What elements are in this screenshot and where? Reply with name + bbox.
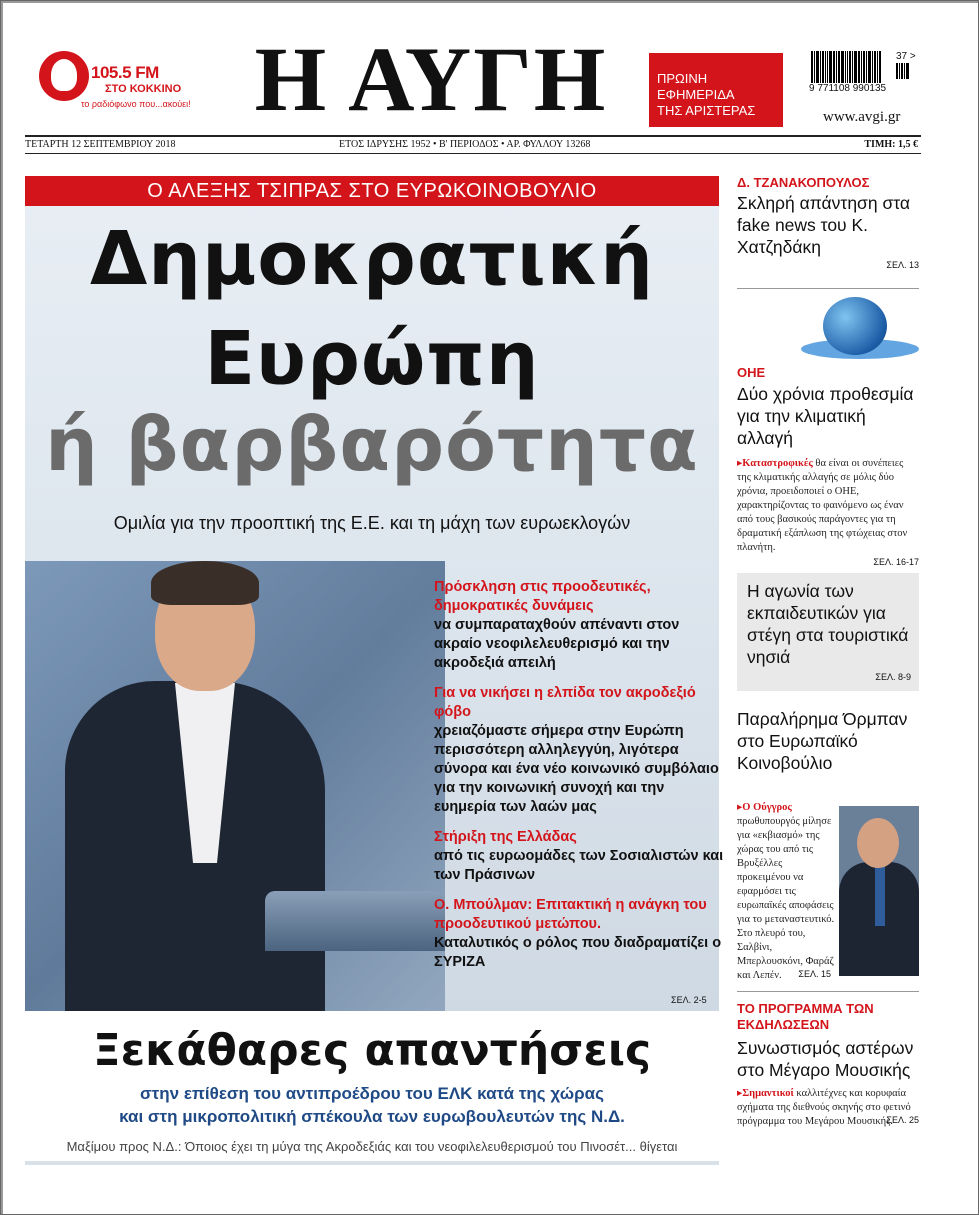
headline-line-3[interactable]: ή βαρβαρότητα (45, 402, 699, 488)
point-4-red: Ο. Μπούλμαν: Επιτακτική η ανάγκη του προοδευτικού μετώπου. (434, 897, 707, 932)
main-bottom-bar (25, 1161, 719, 1165)
story-5-headline: Συνωστισμός αστέρων στο Μέγαρο Μουσικής (737, 1038, 914, 1080)
point-1-red: Πρόσκληση στις προοδευτικές, δημοκρατικές δυνάμεις (434, 579, 651, 614)
story-4-ref: ΣΕΛ. 15 (798, 969, 831, 979)
story-2-ref: ΣΕΛ. 16-17 (873, 557, 919, 567)
tagline-line-2: ΕΦΗΜΕΡΙΔΑ (657, 87, 735, 102)
story-2-headline: Δύο χρόνια προθεσμία για την κλιματική αλλαγή (737, 384, 914, 448)
story-4-body: ▸Ο Ούγγρος πρωθυπουργός μίλησε για «εκβιασμό» της χώρας του από τις Βρυξέλλες προκειμένου να εφαρμόσει τις ευρωπαϊκές αποφάσεις για το μεταναστευτικό. Στο πλευρό του, Σαλβίνι, Μπερλουσκόνι, Φαράζ και Λεπέν. (737, 802, 835, 981)
orban-photo (839, 806, 919, 976)
main-points (434, 578, 724, 983)
main-kicker[interactable]: Ο ΑΛΕΞΗΣ ΤΣΙΠΡΑΣ ΣΤΟ ΕΥΡΩΚΟΙΝΟΒΟΥΛΙΟ (25, 176, 719, 206)
story-5-kicker: ΤΟ ΠΡΟΓΡΑΜΜΑ ΤΩΝ ΕΚΔΗΛΩΣΕΩΝ (737, 1001, 874, 1032)
speaker-hair (151, 561, 259, 605)
story-1-headline: Σκληρή απάντηση στα fake news του Κ. Χατζηδάκη (737, 193, 911, 257)
arrow-icon: ▸ (737, 458, 743, 469)
point-2-red: Για να νικήσει η ελπίδα τον ακροδεξιό φόβο (434, 685, 696, 720)
sidebar-story-5[interactable] (737, 1001, 919, 1125)
issue-code: 37 > (896, 51, 916, 62)
issue-barcode-icon (896, 63, 912, 79)
story-2-body: ▸Καταστροφικές θα είναι οι συνέπειες της κλιματικής αλλαγής σε μόλις δύο χρόνια, προειδοποιεί ο ΟΗΕ, χαρακτηρίζοντας το φαινόμενο ως έναν από τους βασικούς παράγοντες για τη δραματική εξάπλωση της φτώχειας στον πλανήτη. (737, 458, 908, 553)
sidebar-story-3[interactable] (747, 580, 911, 682)
radio-logo[interactable] (37, 45, 191, 115)
sidebar-story-4[interactable] (737, 708, 919, 774)
point-2-text: χρειαζόμαστε σήμερα στην Ευρώπη περισσότερη αλληλεγγύη, λιγότερα σύνορα και ένα νέο κοινωνικό συμβόλαιο για την κοινωνική συνοχή και την ευημερία των λαών μας (434, 723, 719, 815)
tagline-line-3: ΤΗΣ ΑΡΙΣΤΕΡΑΣ (657, 103, 756, 118)
point-3-text: από τις ευρωομάδες των Σοσιαλιστών και των Πράσινων (434, 848, 724, 883)
story-3-headline: Η αγωνία των εκπαιδευτικών για στέγη στα τουριστικά νησιά (747, 581, 909, 667)
main-subdeck: Ομιλία για την προοπτική της Ε.Ε. και τη μάχη των ευρωεκλογών (113, 513, 631, 533)
dateline-rule (25, 153, 921, 154)
story-2-kicker: ΟΗΕ (737, 365, 766, 380)
lightbulb-icon (51, 59, 77, 91)
story-3-ref: ΣΕΛ. 8-9 (875, 672, 911, 682)
story-1-kicker: Δ. ΤΖΑΝΑΚΟΠΟΥΛΟΣ (737, 175, 870, 190)
story-5-body: ▸Σημαντικοί καλλιτέχνες και κορυφαία σχήματα της διεθνούς σκηνής στο φετινό πρόγραμμα του Μεγάρου Μουσικής. (737, 1088, 911, 1127)
newspaper-title: Η ΑΥΓΗ (254, 28, 608, 130)
masthead-rule (25, 135, 921, 137)
barcode-number: 9 771108 990135 (809, 83, 887, 94)
issue-info: ΕΤΟΣ ΙΔΡΥΣΗΣ 1952 • Β' ΠΕΡΙΟΔΟΣ • ΑΡ. ΦΥΛΛΟΥ 13268 (339, 139, 591, 150)
point-4[interactable] (434, 896, 724, 972)
story-4-headline: Παραλήρημα Όρμπαν στο Ευρωπαϊκό Κοινοβούλιο (737, 709, 908, 773)
radio-slogan: το ραδιόφωνο που...ακούει! (81, 99, 191, 109)
tagline-line-1: ΠΡΩΙΝΗ (657, 71, 708, 86)
secondary-deck (25, 1082, 719, 1128)
headline-line-1[interactable]: Δημοκρατική (90, 216, 654, 302)
barcode-icon (811, 51, 893, 83)
radio-name: ΣΤΟ ΚΟΚΚΙΝΟ (105, 83, 182, 95)
secondary-headline[interactable]: Ξεκάθαρες απαντήσεις (92, 1025, 652, 1076)
story-1-ref: ΣΕΛ. 13 (886, 260, 919, 270)
radio-frequency: 105.5 FM (91, 63, 159, 82)
secondary-caption: Μαξίμου προς Ν.Δ.: Όποιος έχει τη μύγα της Ακροδεξιάς και του νεοφιλελευθερισμού του Πινοσέτ... θίγεται (66, 1139, 678, 1154)
price: ΤΙΜΗ: 1,5 € (864, 139, 918, 150)
sidebar-story-2[interactable] (737, 365, 919, 567)
sidebar-divider (737, 288, 919, 289)
point-1-text: να συμπαραταχθούν απέναντι στον ακραίο νεοφιλελευθερισμό και την ακροδεξιά απειλή (434, 617, 680, 671)
tagline-box (649, 53, 783, 127)
website-link[interactable]: www.avgi.gr (823, 109, 901, 125)
sidebar-divider (737, 991, 919, 992)
podium (265, 891, 445, 951)
melting-globe-icon (801, 297, 919, 363)
main-page-ref: ΣΕΛ. 2-5 (671, 995, 707, 1005)
sidebar-story-1[interactable] (737, 175, 919, 270)
story-5-ref: ΣΕΛ. 25 (886, 1115, 919, 1125)
point-4-text: Καταλυτικός ο ρόλος που διαδραματίζει ο ΣΥΡΙΖΑ (434, 935, 722, 970)
secondary-deck-line-2: και στη μικροπολιτική σπέκουλα των ευρωβουλευτών της Ν.Δ. (119, 1107, 625, 1126)
point-1[interactable] (434, 578, 724, 673)
secondary-deck-line-1: στην επίθεση του αντιπροέδρου του ΕΛΚ κατά της χώρας (140, 1084, 604, 1103)
headline-line-2[interactable]: Ευρώπη (204, 316, 540, 402)
issue-date: ΤΕΤΑΡΤΗ 12 ΣΕΠΤΕΜΒΡΙΟΥ 2018 (25, 139, 176, 150)
point-2[interactable] (434, 684, 724, 817)
tsipras-photo (25, 561, 445, 1011)
point-3[interactable] (434, 828, 724, 885)
point-3-red: Στήριξη της Ελλάδας (434, 829, 577, 845)
